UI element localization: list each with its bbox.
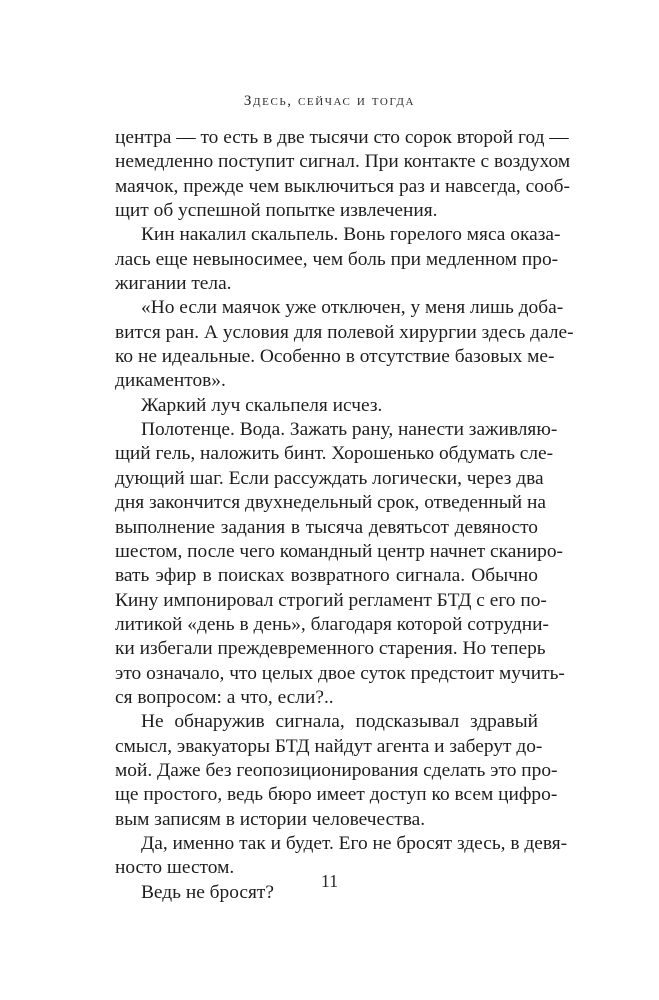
text-line: щит об успешной попытке извлечения. bbox=[115, 200, 438, 222]
text-line: Полотенце. Вода. Зажать рану, нанести заживляю- bbox=[141, 419, 558, 441]
body-text bbox=[115, 126, 574, 905]
text-line: выполнение задания в тысяча девятьсот девяносто bbox=[115, 516, 538, 538]
text-line: ще простого, ведь бюро имеет доступ ко всем цифро- bbox=[115, 784, 558, 806]
text-line: дикаментов». bbox=[115, 370, 226, 392]
text-line: Жаркий луч скальпеля исчез. bbox=[141, 394, 383, 416]
text-line: щий гель, наложить бинт. Хорошенько обдумать сле- bbox=[115, 443, 554, 465]
text-line: смысл, эвакуаторы БТД найдут агента и заберут до- bbox=[115, 735, 543, 757]
running-head: Здесь, сейчас и тогда bbox=[243, 93, 416, 109]
text-line: центра — то есть в две тысячи сто сорок второй год — bbox=[115, 127, 569, 148]
text-line: немедленно поступит сигнал. При контакте с воздухом bbox=[115, 151, 571, 173]
text-line: литикой «день в день», благодаря которой сотрудни- bbox=[115, 613, 549, 635]
text-line: «Но если маячок уже отключен, у меня лишь доба- bbox=[141, 297, 564, 319]
text-line: Ведь не бросят? bbox=[141, 881, 275, 903]
text-line: шестом, после чего командный центр начнет сканиро- bbox=[115, 540, 563, 562]
text-line: лась еще невыносимее, чем боль при медленном про- bbox=[115, 248, 559, 270]
text-line: Не обнаружив сигнала, подсказывал здравый bbox=[141, 711, 538, 733]
text-line: Кину импонировал строгий регламент БТД с его по- bbox=[115, 589, 547, 611]
text-line: дующий шаг. Если рассуждать логически, через два bbox=[115, 467, 544, 489]
text-line: носто шестом. bbox=[115, 857, 235, 879]
text-line: ся вопросом: а что, если?.. bbox=[115, 686, 334, 708]
page-number: 11 bbox=[320, 871, 339, 891]
text-line: вым записям в истории человечества. bbox=[115, 808, 426, 830]
text-line: ки избегали преждевременного старения. Но теперь bbox=[115, 638, 546, 660]
text-line: вать эфир в поисках возвратного сигнала. Обычно bbox=[115, 565, 538, 587]
text-line: ко не идеальные. Особенно в отсутствие базовых ме- bbox=[115, 346, 555, 368]
text-line: дня закончится двухнедельный срок, отведенный на bbox=[115, 492, 546, 514]
text-line: вится ран. А условия для полевой хирургии здесь дале- bbox=[115, 321, 574, 343]
text-line: жигании тела. bbox=[115, 273, 232, 295]
text-line: это означало, что целых двое суток предстоит мучить- bbox=[115, 662, 565, 684]
text-line: мой. Даже без геопозиционирования сделать это про- bbox=[115, 759, 558, 781]
text-line: Кин накалил скальпель. Вонь горелого мяса оказа- bbox=[141, 224, 561, 246]
text-line: маячок, прежде чем выключиться раз и навсегда, сооб- bbox=[115, 175, 570, 197]
text-line: Да, именно так и будет. Его не бросят здесь, в девя- bbox=[141, 832, 568, 854]
